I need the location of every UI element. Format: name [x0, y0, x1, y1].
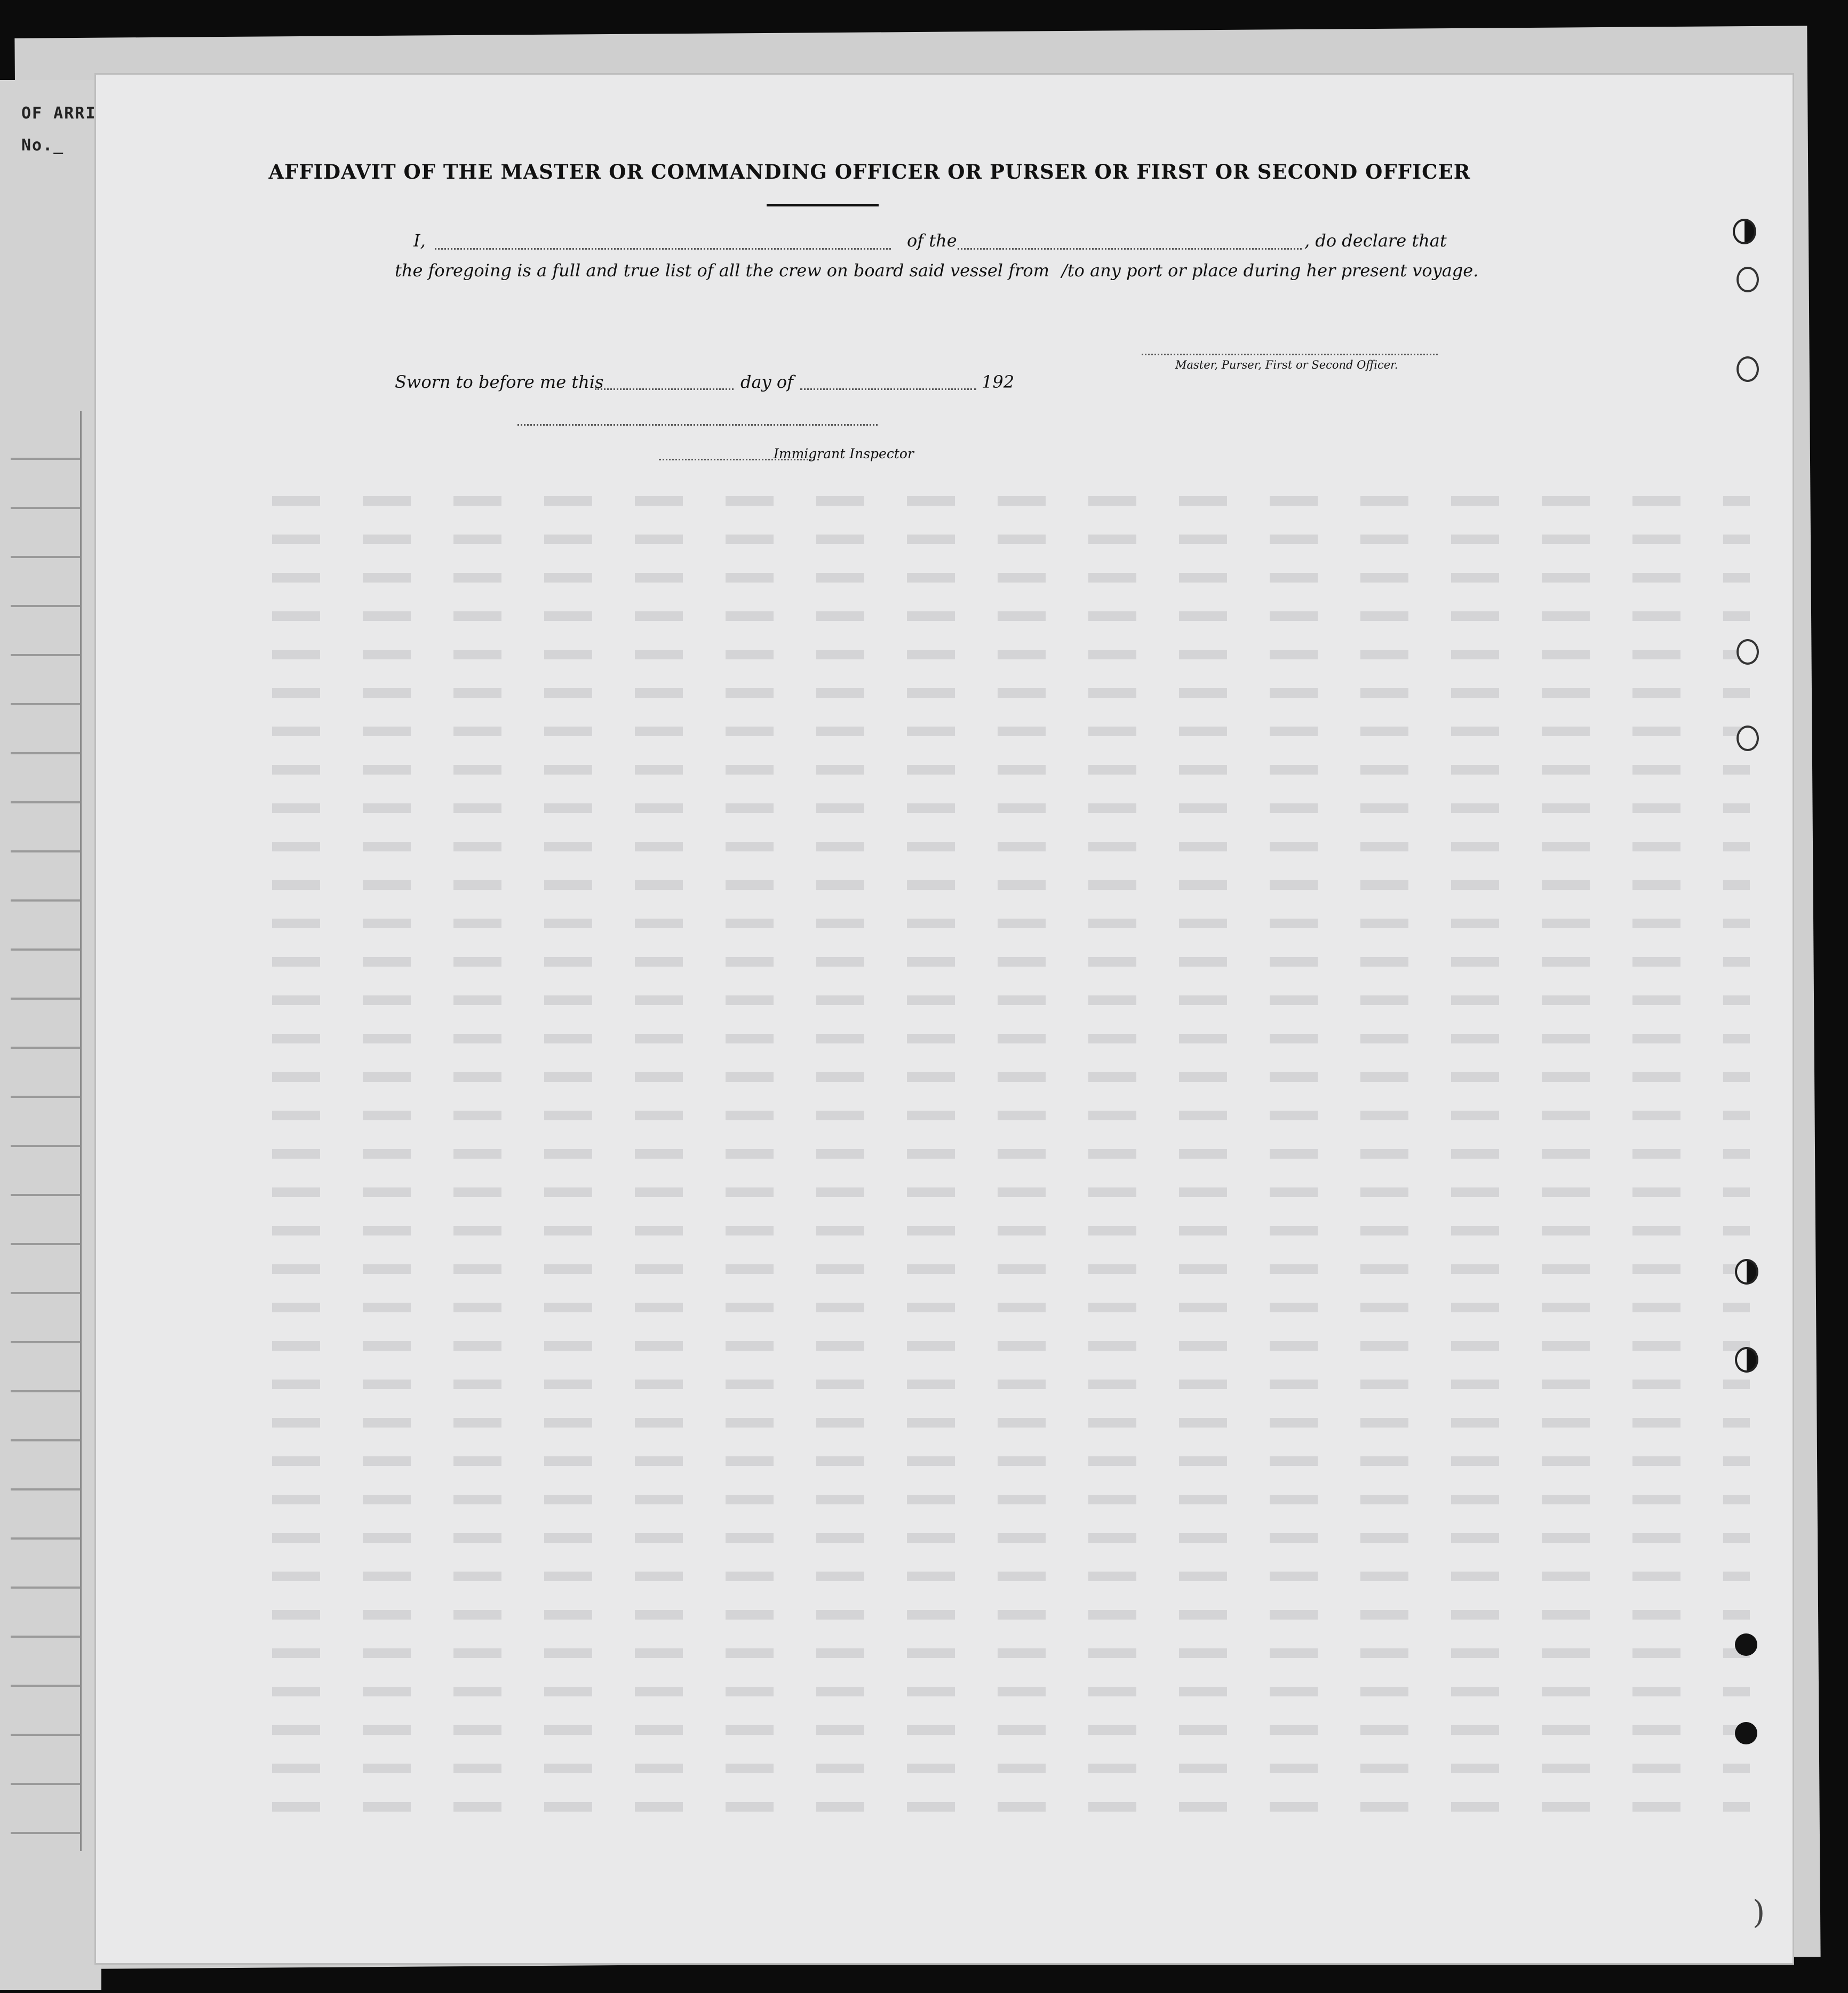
- bleed-through-row: [272, 573, 1750, 583]
- day-of-label: day of: [740, 372, 793, 392]
- bleed-through-row: [272, 611, 1750, 621]
- bleed-through-row: [272, 1687, 1750, 1696]
- binder-hole: [1735, 1722, 1757, 1744]
- bleed-through-row: [272, 1725, 1750, 1735]
- bleed-through-row: [272, 1341, 1750, 1351]
- binder-hole: [1737, 726, 1759, 751]
- bleed-through-row: [272, 1111, 1750, 1120]
- month-field[interactable]: [800, 388, 976, 390]
- bleed-through-row: [272, 1187, 1750, 1197]
- i-label: I,: [413, 230, 426, 251]
- bleed-through-row: [272, 919, 1750, 928]
- binder-hole: [1737, 639, 1759, 665]
- ruled-lines: [11, 411, 82, 1851]
- bleed-through-row: [272, 995, 1750, 1005]
- binder-hole: [1735, 1347, 1758, 1373]
- bleed-through-row: [272, 765, 1750, 775]
- bleed-through-row: [272, 727, 1750, 736]
- binder-hole: [1735, 1633, 1757, 1656]
- binder-hole: [1737, 356, 1759, 382]
- binder-hole: [1735, 1259, 1758, 1285]
- bleed-through-row: [272, 1149, 1750, 1159]
- binder-hole: [1737, 267, 1759, 292]
- bleed-through-row: [272, 842, 1750, 851]
- binder-hole: [1733, 219, 1756, 244]
- bleed-through-row: [272, 1572, 1750, 1581]
- bleed-through-row: [272, 1802, 1750, 1812]
- vessel-field[interactable]: [958, 248, 1302, 250]
- document-page: [96, 75, 1793, 1963]
- bleed-through-row: [272, 1072, 1750, 1082]
- title-underline: [767, 204, 879, 206]
- inspector-line-1: [517, 424, 878, 426]
- bleed-through-row: [272, 496, 1750, 506]
- statement-part-2: /to any port or place during her present voyage.: [1062, 260, 1479, 281]
- bleed-through-row: [272, 1456, 1750, 1466]
- of-the-label: of the: [907, 230, 957, 251]
- bleed-through-row: [272, 880, 1750, 890]
- signature-caption: Master, Purser, First or Second Officer.: [1175, 358, 1398, 371]
- bleed-through-row: [272, 1648, 1750, 1658]
- year-label: 192: [982, 372, 1015, 392]
- bleed-through-row: [272, 957, 1750, 967]
- bleed-through-row: [272, 1610, 1750, 1620]
- underlying-page-edge: [0, 80, 101, 1990]
- day-field[interactable]: [595, 388, 734, 390]
- bleed-through-row: [272, 1264, 1750, 1274]
- declare-label: , do declare that: [1304, 230, 1447, 251]
- affidavit-title: AFFIDAVIT OF THE MASTER OR COMMANDING OFFICER OR PURSER OR FIRST OR SECOND OFFICER: [268, 160, 1471, 184]
- bleed-through-row: [272, 1380, 1750, 1389]
- sworn-label: Sworn to before me this: [395, 372, 604, 392]
- bleed-through-row: [272, 535, 1750, 544]
- bleed-through-row: [272, 650, 1750, 659]
- bleed-through-row: [272, 688, 1750, 698]
- name-field[interactable]: [435, 248, 891, 250]
- bleed-through-row: [272, 803, 1750, 813]
- bleed-through-row: [272, 1034, 1750, 1043]
- bleed-through-row: [272, 1226, 1750, 1235]
- bleed-through-row: [272, 1533, 1750, 1543]
- statement-part-1: the foregoing is a full and true list of all the crew on board said vessel from: [395, 260, 1049, 281]
- officer-signature-field[interactable]: [1142, 354, 1438, 355]
- bleed-through-row: [272, 1764, 1750, 1773]
- bleed-through-row: [272, 1303, 1750, 1312]
- left-strip-text-2: No._: [21, 136, 65, 155]
- bleed-through-row: [272, 1495, 1750, 1504]
- inspector-caption: Immigrant Inspector: [774, 446, 914, 461]
- pencil-mark: ): [1753, 1894, 1765, 1931]
- left-strip-text-1: OF ARRI: [21, 104, 97, 123]
- bleed-through-row: [272, 1418, 1750, 1428]
